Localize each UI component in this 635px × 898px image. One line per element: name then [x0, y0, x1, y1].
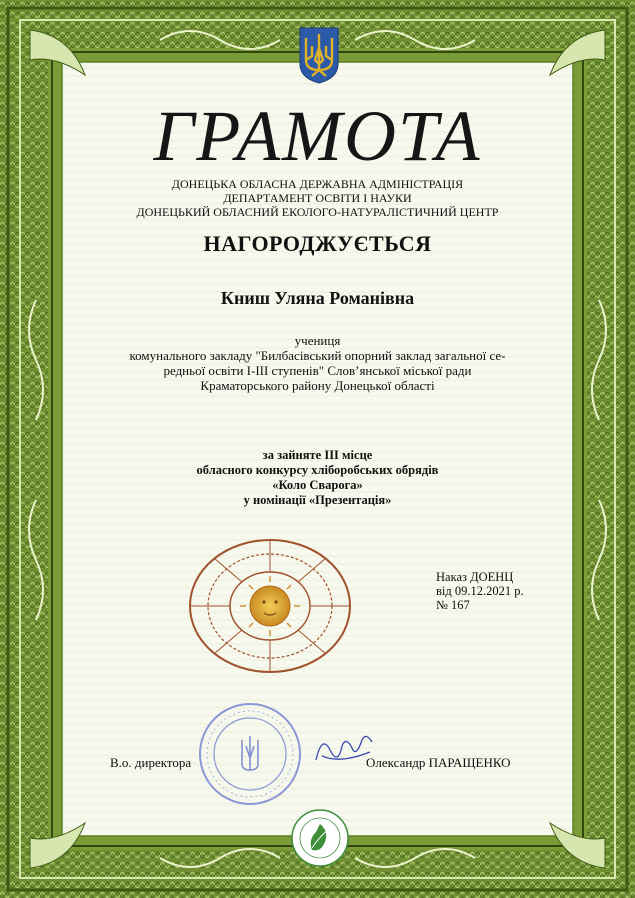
coat-of-arms-icon: [298, 26, 340, 84]
certificate-title: ГРАМОТА: [153, 96, 482, 176]
order-title: Наказ ДОЕНЦ: [436, 570, 514, 584]
signature-signer: Олександр ПАРАЩЕНКО: [366, 755, 511, 770]
merit-nomination: у номінації «Презентація»: [243, 493, 392, 507]
recipient-school-line-1: комунального закладу "Билбасівський опорний заклад загальної се-: [129, 348, 506, 363]
recipient-name: Книш Уляна Романівна: [220, 288, 415, 308]
svarog-circle-emblem: [186, 536, 354, 686]
org-line-3: ДОНЕЦЬКИЙ ОБЛАСНИЙ ЕКОЛОГО-НАТУРАЛІСТИЧНИЙ ЦЕНТР: [136, 205, 499, 219]
org-line-2: ДЕПАРТАМЕНТ ОСВІТИ І НАУКИ: [223, 191, 412, 205]
merit-place: за зайняте ІІІ місце: [262, 448, 373, 462]
center-logo: [290, 808, 350, 868]
merit-contest: обласного конкурсу хліборобських обрядів: [196, 463, 439, 477]
recipient-role: учениця: [294, 333, 341, 348]
recipient-school-line-2: редньої освіти І-ІІІ ступенів" Слов’янської міської ради: [163, 363, 472, 378]
signature-position: В.о. директора: [110, 755, 192, 770]
award-heading: НАГОРОДЖУЄТЬСЯ: [203, 231, 432, 256]
order-date: від 09.12.2021 р.: [436, 584, 524, 598]
order-number: № 167: [436, 598, 470, 612]
official-stamp: [196, 700, 304, 808]
recipient-school-line-3: Краматорського району Донецької області: [200, 378, 435, 393]
merit-contest-name: «Коло Сварога»: [272, 478, 363, 492]
org-line-1: ДОНЕЦЬКА ОБЛАСНА ДЕРЖАВНА АДМІНІСТРАЦІЯ: [171, 177, 464, 191]
